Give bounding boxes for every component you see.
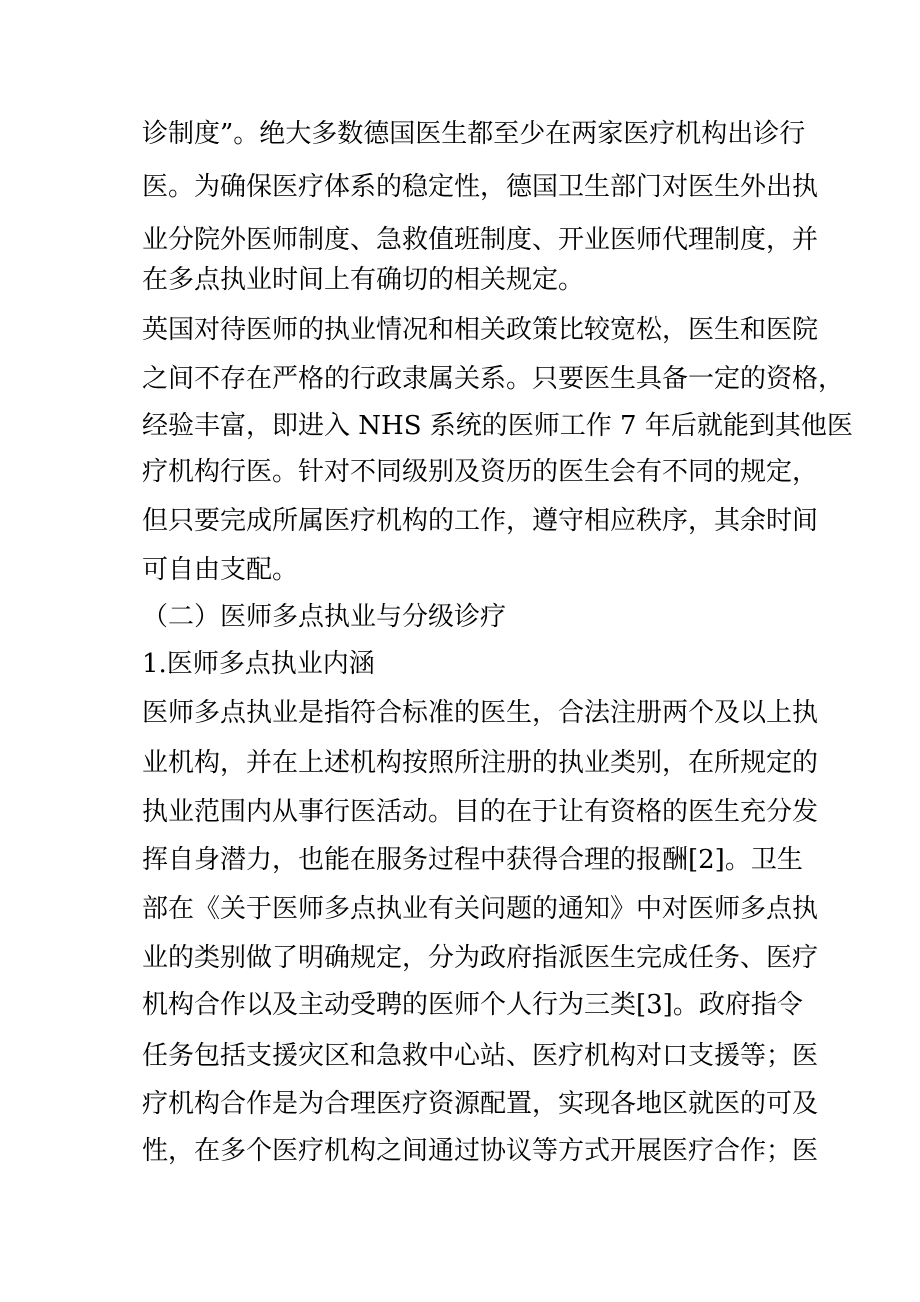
text-line: 可自由支配。 (142, 555, 299, 585)
text-line: 疗机构行医。针对不同级别及资历的医生会有不同的规定， (142, 457, 819, 487)
text-line: 性，在多个医疗机构之间通过协议等方式开展医疗合作；医 (142, 1136, 819, 1166)
text-line: 之间不存在严格的行政隶属关系。只要医生具备一定的资格， (142, 364, 845, 394)
subsection-heading: 1.医师多点执业内涵 (142, 649, 375, 679)
text-line: 执业范围内从事行医活动。目的在于让有资格的医生充分发 (142, 797, 819, 827)
text-line: 挥自身潜力，也能在服务过程中获得合理的报酬[2]。卫生 (142, 845, 803, 875)
text-line: 疗机构合作是为合理医疗资源配置，实现各地区就医的可及 (142, 1089, 819, 1119)
section-heading: （二）医师多点执业与分级诊疗 (142, 602, 507, 632)
text-line: 医。为确保医疗体系的稳定性，德国卫生部门对医生外出执 (142, 172, 819, 202)
text-line: 但只要完成所属医疗机构的工作，遵守相应秩序，其余时间 (142, 506, 819, 536)
text-line: 业机构，并在上述机构按照所注册的执业类别，在所规定的 (142, 748, 819, 778)
text-line: 部在《关于医师多点执业有关问题的通知》中对医师多点执 (142, 894, 819, 924)
text-line: 业的类别做了明确规定，分为政府指派医生完成任务、医疗 (142, 943, 819, 973)
text-line: 业分院外医师制度、急救值班制度、开业医师代理制度，并 (142, 225, 819, 255)
text-line: 经验丰富，即进入 NHS 系统的医师工作 7 年后就能到其他医 (142, 411, 853, 441)
text-line: 英国对待医师的执业情况和相关政策比较宽松，医生和医院 (142, 315, 819, 345)
text-line: 诊制度”。绝大多数德国医生都至少在两家医疗机构出诊行 (142, 119, 806, 149)
text-line: 医师多点执业是指符合标准的医生，合法注册两个及以上执 (142, 698, 819, 728)
text-line: 机构合作以及主动受聘的医师个人行为三类[3]。政府指令 (142, 990, 803, 1020)
text-line: 任务包括支援灾区和急救中心站、医疗机构对口支援等；医 (142, 1041, 819, 1071)
text-line: 在多点执业时间上有确切的相关规定。 (142, 265, 585, 295)
